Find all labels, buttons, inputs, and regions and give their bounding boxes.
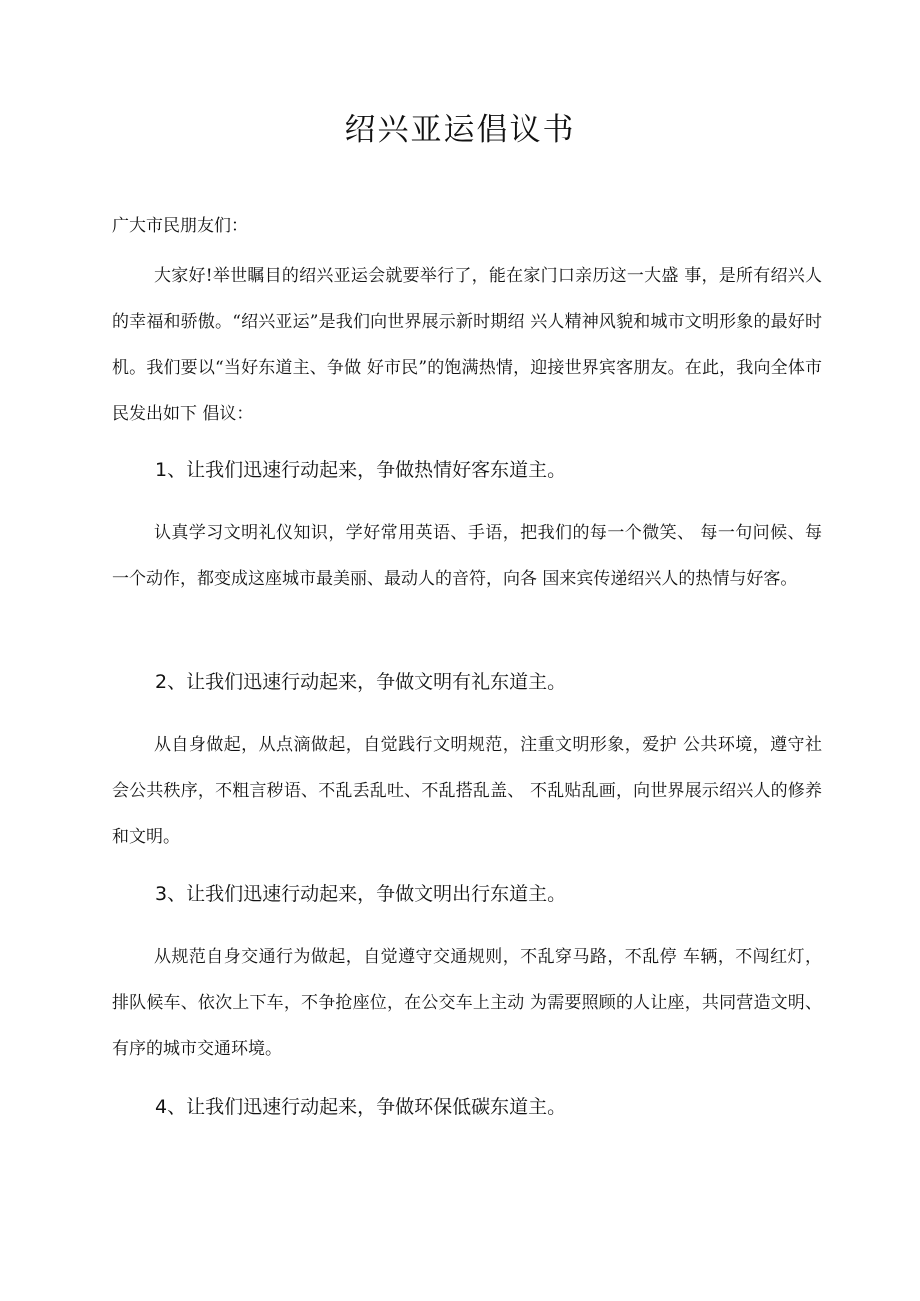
section-3-body: 从规范自身交通行为做起，自觉遵守交通规则，不乱穿马路，不乱停 车辆，不闯红灯，排队候车、依次上下车，不争抢座位，在公交车上主动 为需要照顾的人让座，共同营造文明、有序的城市交通环境。 (112, 947, 822, 1059)
salutation: 广大市民朋友们： (112, 216, 248, 236)
section-3-heading: 3、让我们迅速行动起来，争做文明出行东道主。 (155, 883, 567, 905)
section-2-body: 从自身做起，从点滴做起，自觉践行文明规范，注重文明形象，爱护 公共环境，遵守社会公共秩序，不粗言秽语、不乱丢乱吐、不乱搭乱盖、 不乱贴乱画，向世界展示绍兴人的修养和文明。 (112, 735, 822, 847)
section-1-heading: 1、让我们迅速行动起来，争做热情好客东道主。 (155, 459, 567, 481)
section-1-body: 认真学习文明礼仪知识，学好常用英语、手语，把我们的每一个微笑、 每一句问候、每一个动作，都变成这座城市最美丽、最动人的音符，向各 国来宾传递绍兴人的热情与好客。 (112, 523, 822, 589)
section-4-heading: 4、让我们迅速行动起来，争做环保低碳东道主。 (155, 1096, 567, 1118)
intro-paragraph: 大家好!举世瞩目的绍兴亚运会就要举行了，能在家门口亲历这一大盛 事，是所有绍兴人的幸福和骄傲。“绍兴亚运”是我们向世界展示新时期绍 兴人精神风貌和城市文明形象的最好时机。我们要以“当好东道主、争做 好市民”的饱满热情，迎接世界宾客朋友。在此，我向全体市民发出如下 倡议： (112, 266, 822, 424)
document-title: 绍兴亚运倡议书 (344, 112, 576, 148)
section-2-heading: 2、让我们迅速行动起来，争做文明有礼东道主。 (155, 671, 567, 693)
